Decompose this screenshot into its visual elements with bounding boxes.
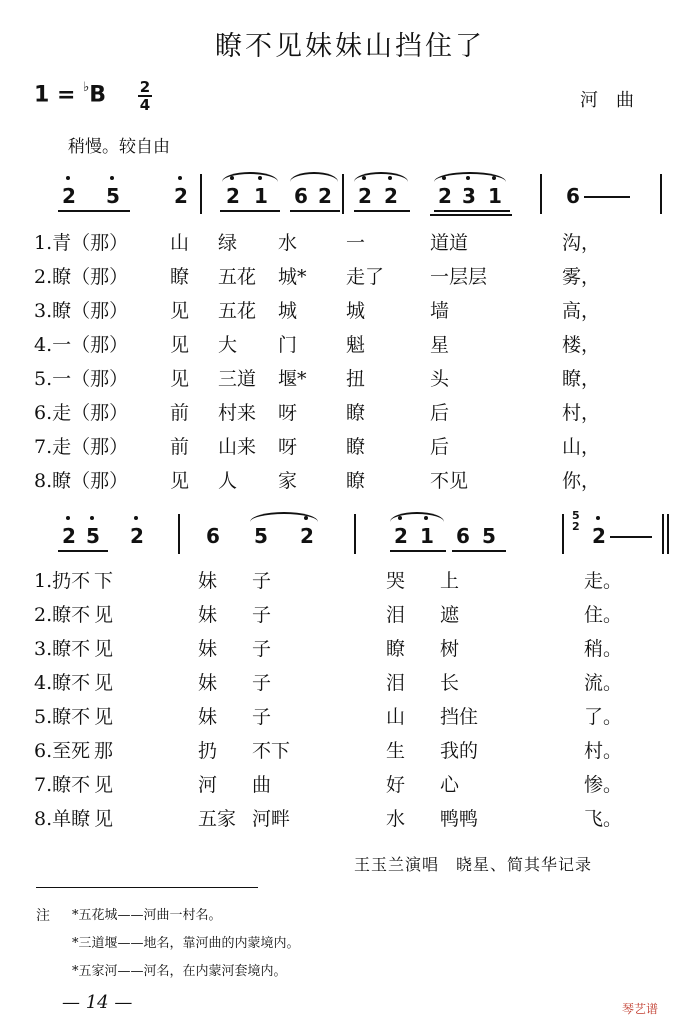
bar-line — [200, 174, 202, 214]
lyric-word: 城* — [278, 266, 307, 288]
lyric-word: 后 — [430, 402, 450, 424]
note: 5 — [106, 184, 120, 208]
lyric-row — [0, 600, 700, 634]
octave-dot — [66, 176, 70, 180]
lyric-word: 道道 — [430, 232, 469, 254]
lyric-word: 不下 — [252, 740, 291, 762]
lyric-word: 7.瞭不 — [34, 774, 91, 796]
page-number: — 14 — — [62, 992, 133, 1013]
lyric-word: 瞭 — [346, 402, 366, 424]
lyric-word: 一层层 — [430, 266, 488, 288]
lyric-word: 见 — [170, 368, 190, 390]
lyric-word: 人 — [218, 470, 238, 492]
lyric-word: 河畔 — [252, 808, 291, 830]
lyric-word: 村， — [562, 402, 601, 424]
octave-dot — [110, 176, 114, 180]
lyric-word: 稍。 — [584, 638, 623, 660]
lyric-row — [0, 296, 700, 330]
lyric-word: 妹 — [198, 638, 218, 660]
lyric-word: 我的 — [440, 740, 479, 762]
lyric-word: 村来 — [218, 402, 257, 424]
lyric-word: 不见 — [430, 470, 469, 492]
lyric-word: 五花 — [218, 266, 257, 288]
beam-line — [58, 210, 130, 212]
bar-line — [662, 514, 664, 554]
lyric-row — [0, 364, 700, 398]
note: 5 — [482, 524, 496, 548]
note: 6 — [566, 184, 580, 208]
note: 1 — [488, 184, 502, 208]
lyric-word: 山 — [170, 232, 190, 254]
beam-line — [290, 210, 340, 212]
song-title: 瞭不见妹妹山挡住了 — [215, 31, 485, 62]
lyric-word: 子 — [252, 706, 272, 728]
beam-line — [354, 210, 410, 212]
lyric-row — [0, 566, 700, 600]
note: 6 — [294, 184, 308, 208]
note: 1 — [420, 524, 434, 548]
lyric-word: 瞭 — [386, 638, 406, 660]
lyric-word: 妹 — [198, 706, 218, 728]
lyric-word: 见 — [94, 604, 114, 626]
lyric-word: 雾， — [562, 266, 601, 288]
note: 2 — [130, 524, 144, 548]
lyric-word: 走。 — [584, 570, 623, 592]
lyric-word: 树 — [440, 638, 460, 660]
lyric-word: 泪 — [386, 604, 406, 626]
lyric-row — [0, 228, 700, 262]
lyric-word: 2.瞭不 — [34, 604, 91, 626]
bar-line — [660, 174, 662, 214]
lyric-word: 门 — [278, 334, 298, 356]
lyric-row — [0, 804, 700, 838]
lyric-word: 前 — [170, 436, 190, 458]
lyric-word: 瞭 — [346, 436, 366, 458]
lyric-word: 1.扔不 — [34, 570, 91, 592]
lyric-word: 瞭， — [562, 368, 601, 390]
lyric-word: 你， — [562, 470, 601, 492]
beam-line — [220, 210, 280, 212]
lyric-word: 飞。 — [584, 808, 623, 830]
meter-top: 2 — [139, 78, 151, 96]
lyric-word: 那 — [94, 740, 114, 762]
lyric-word: 7.走（那） — [34, 436, 129, 458]
note: 2 — [384, 184, 398, 208]
lyric-word: 山来 — [218, 436, 257, 458]
lyric-word: 呀 — [278, 402, 298, 424]
lyric-word: 见 — [170, 470, 190, 492]
note: 6 — [206, 524, 220, 548]
footnote-1: *五花城——河曲一村名。 — [72, 908, 222, 923]
lyric-word: 一 — [346, 232, 366, 254]
beam-line — [58, 550, 108, 552]
lyric-word: 扭 — [346, 368, 366, 390]
lyric-word: 8.单瞭 — [34, 808, 91, 830]
lyric-word: 4.瞭不 — [34, 672, 91, 694]
lyric-word: 5.瞭不 — [34, 706, 91, 728]
slur — [354, 172, 408, 182]
note: 2 — [300, 524, 314, 548]
lyric-word: 子 — [252, 604, 272, 626]
octave-dot — [66, 516, 70, 520]
note: 2 — [318, 184, 332, 208]
lyric-word: 见 — [94, 774, 114, 796]
note: 1 — [254, 184, 268, 208]
lyric-word: 后 — [430, 436, 450, 458]
slur — [250, 512, 318, 522]
lyric-word: 挡住 — [440, 706, 479, 728]
note: 2 — [438, 184, 452, 208]
lyric-word: 家 — [278, 470, 298, 492]
lyric-word: 妹 — [198, 604, 218, 626]
lyric-word: 6.走（那） — [34, 402, 129, 424]
lyric-word: 子 — [252, 672, 272, 694]
lyric-row — [0, 736, 700, 770]
lyric-word: 3.瞭（那） — [34, 300, 129, 322]
note: 5 — [254, 524, 268, 548]
lyric-word: 下 — [94, 570, 114, 592]
note: 2 — [62, 524, 76, 548]
lyric-word: 高， — [562, 300, 601, 322]
lyric-word: 魁 — [346, 334, 366, 356]
key-prefix: 1 = — [34, 82, 84, 108]
lyric-word: 5.一（那） — [34, 368, 129, 390]
lyric-word: 走了 — [346, 266, 385, 288]
footnote-divider — [36, 887, 258, 888]
lyric-word: 见 — [170, 334, 190, 356]
lyric-word: 1.青（那） — [34, 232, 129, 254]
octave-dot — [90, 516, 94, 520]
lyric-word: 妹 — [198, 672, 218, 694]
lyric-word: 河 — [198, 774, 218, 796]
lyric-word: 三道 — [218, 368, 257, 390]
lyric-word: 4.一（那） — [34, 334, 129, 356]
lyric-word: 6.至死 — [34, 740, 91, 762]
footnote-3: *五家河——河名，在内蒙河套境内。 — [72, 964, 287, 979]
slur — [222, 172, 278, 182]
note: 2 — [358, 184, 372, 208]
bar-line — [178, 514, 180, 554]
lyric-word: 3.瞭不 — [34, 638, 91, 660]
beam-line — [430, 214, 512, 216]
lyric-word: 水 — [386, 808, 406, 830]
lyric-word: 泪 — [386, 672, 406, 694]
lyric-row — [0, 634, 700, 668]
lyric-word: 城 — [278, 300, 298, 322]
lyric-word: 曲 — [252, 774, 272, 796]
lyric-word: 大 — [218, 334, 238, 356]
beam-line — [452, 550, 506, 552]
sustain-dash — [584, 196, 630, 198]
bar-line — [667, 514, 669, 554]
lyric-word: 瞭 — [346, 470, 366, 492]
beam-line — [390, 550, 446, 552]
time-signature — [138, 80, 152, 112]
slur — [290, 172, 338, 182]
lyric-word: 8.瞭（那） — [34, 470, 129, 492]
grace-note: 5 2 — [572, 509, 580, 533]
beam-line — [434, 210, 510, 212]
lyric-word: 流。 — [584, 672, 623, 694]
note: 2 — [174, 184, 188, 208]
lyric-word: 好 — [386, 774, 406, 796]
note: 6 — [456, 524, 470, 548]
octave-dot — [134, 516, 138, 520]
notation-line-2 — [0, 510, 700, 570]
lyric-word: 五花 — [218, 300, 257, 322]
sustain-dash — [610, 536, 652, 538]
note: 2 — [394, 524, 408, 548]
lyric-row — [0, 262, 700, 296]
lyric-row — [0, 398, 700, 432]
lyric-word: 见 — [94, 808, 114, 830]
lyric-word: 城 — [346, 300, 366, 322]
lyric-word: 见 — [170, 300, 190, 322]
lyric-word: 生 — [386, 740, 406, 762]
performer-credit: 王玉兰演唱 晓星、简其华记录 — [354, 855, 593, 874]
lyric-word: 惨。 — [584, 774, 623, 796]
watermark-logo: 琴艺谱 — [622, 1002, 659, 1016]
lyric-word: 水 — [278, 232, 298, 254]
note: 2 — [62, 184, 76, 208]
lyric-word: 楼， — [562, 334, 601, 356]
lyric-word: 子 — [252, 570, 272, 592]
lyric-row — [0, 466, 700, 500]
lyric-row — [0, 702, 700, 736]
lyric-row — [0, 330, 700, 364]
bar-line — [354, 514, 356, 554]
lyric-word: 见 — [94, 638, 114, 660]
notation-line-1 — [0, 170, 700, 230]
lyric-word: 长 — [440, 672, 460, 694]
bar-line — [562, 514, 564, 554]
lyric-word: 遮 — [440, 604, 460, 626]
lyric-word: 见 — [94, 706, 114, 728]
source-label: 河曲 — [580, 90, 652, 111]
lyric-word: 子 — [252, 638, 272, 660]
slur — [434, 172, 506, 182]
lyric-word: 墙 — [430, 300, 450, 322]
lyric-word: 了。 — [584, 706, 623, 728]
bar-line — [342, 174, 344, 214]
tempo-marking: 稍慢。较自由 — [68, 137, 170, 157]
lyric-word: 住。 — [584, 604, 623, 626]
lyric-word: 呀 — [278, 436, 298, 458]
lyric-row — [0, 668, 700, 702]
footnote-label: 注 — [36, 908, 50, 924]
key-signature — [34, 82, 106, 107]
lyric-word: 五家 — [198, 808, 237, 830]
lyric-word: 星 — [430, 334, 450, 356]
lyric-word: 堰* — [278, 368, 307, 390]
slur — [390, 512, 444, 522]
flat-sign: ♭ — [83, 80, 90, 95]
lyric-word: 妹 — [198, 570, 218, 592]
lyric-word: 村。 — [584, 740, 623, 762]
note: 2 — [226, 184, 240, 208]
lyric-word: 心 — [440, 774, 460, 796]
lyric-word: 哭 — [386, 570, 406, 592]
note: 5 — [86, 524, 100, 548]
lyric-word: 上 — [440, 570, 460, 592]
key-note: B — [89, 82, 106, 108]
note: 3 — [462, 184, 476, 208]
lyric-word: 2.瞭（那） — [34, 266, 129, 288]
lyric-word: 山， — [562, 436, 601, 458]
bar-line — [540, 174, 542, 214]
lyric-word: 头 — [430, 368, 450, 390]
lyric-word: 扔 — [198, 740, 218, 762]
octave-dot — [596, 516, 600, 520]
lyric-word: 绿 — [218, 232, 238, 254]
lyric-word: 前 — [170, 402, 190, 424]
footnote-2: *三道堰——地名，靠河曲的内蒙境内。 — [72, 936, 300, 951]
lyric-word: 鸭鸭 — [440, 808, 479, 830]
lyric-word: 沟， — [562, 232, 601, 254]
lyric-word: 瞭 — [170, 266, 190, 288]
meter-bottom: 4 — [139, 96, 151, 114]
octave-dot — [178, 176, 182, 180]
lyric-row — [0, 770, 700, 804]
lyric-word: 见 — [94, 672, 114, 694]
note: 2 — [592, 524, 606, 548]
lyric-row — [0, 432, 700, 466]
lyric-word: 山 — [386, 706, 406, 728]
